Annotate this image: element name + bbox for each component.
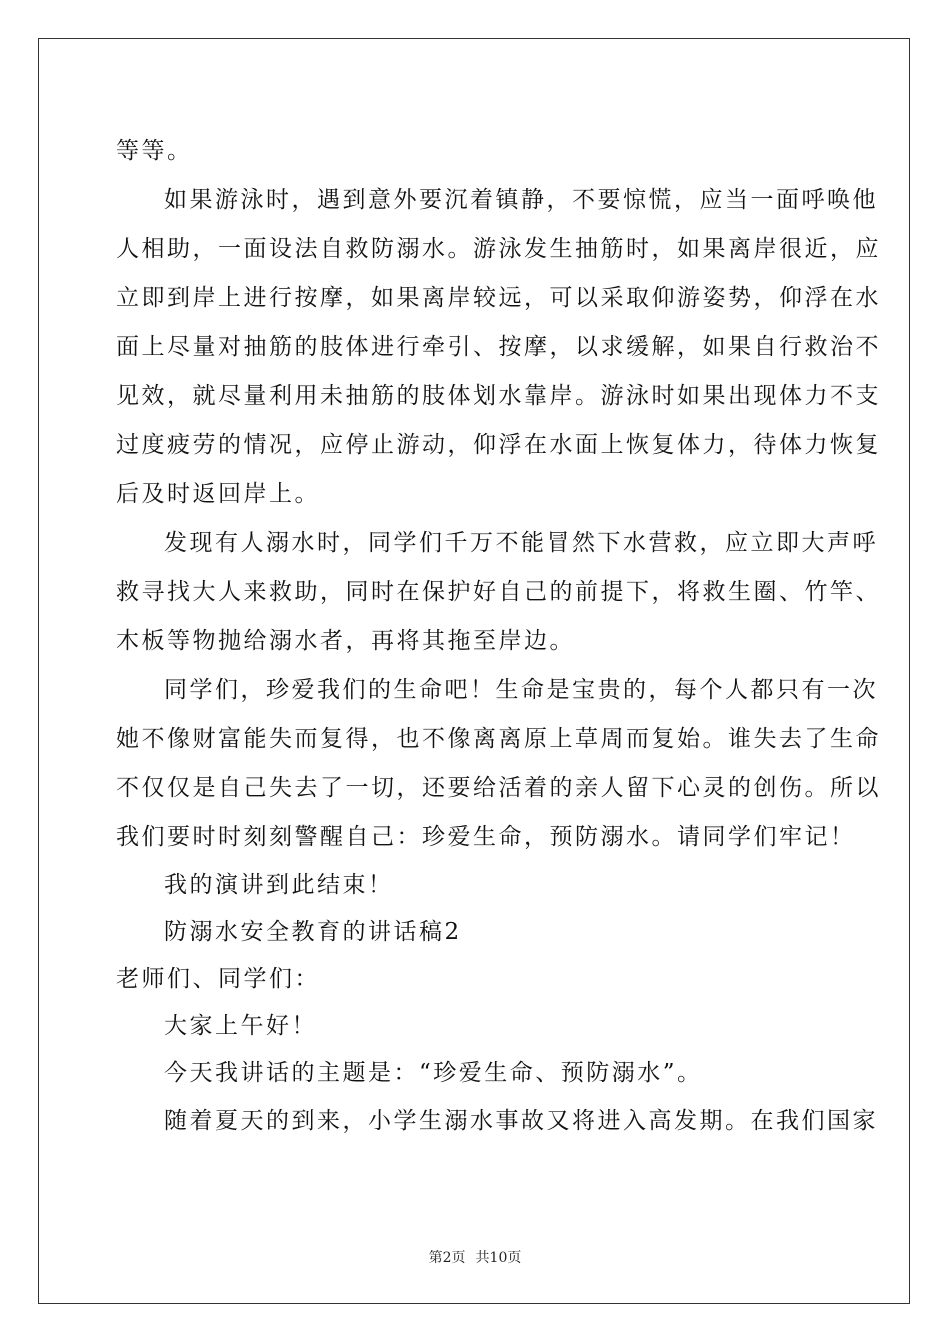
body-line: 随着夏天的到来，小学生溺水事故又将进入高发期。在我们国家 [164, 1108, 878, 1134]
body-line: 今天我讲话的主题是：“珍爱生命、预防溺水”。 [164, 1060, 703, 1086]
body-line: 见效，就尽量利用未抽筋的肢体划水靠岸。游泳时如果出现体力不支 [116, 383, 881, 409]
document-body [116, 127, 881, 1146]
body-line: 救寻找大人来救助，同时在保护好自己的前提下，将救生圈、竹竿、 [116, 579, 881, 605]
page-number: 第2页 [428, 1250, 466, 1266]
greeting: 大家上午好！ [164, 1013, 317, 1039]
page-footer [0, 1250, 950, 1266]
body-line: 发现有人溺水时，同学们千万不能冒然下水营救，应立即大声呼 [164, 530, 878, 556]
body-line: 等等。 [116, 138, 193, 164]
body-line: 不仅仅是自己失去了一切，还要给活着的亲人留下心灵的创伤。所以 [116, 775, 881, 801]
body-line: 如果游泳时，遇到意外要沉着镇静，不要惊慌，应当一面呼唤他 [164, 187, 878, 213]
body-line: 后及时返回岸上。 [116, 481, 320, 507]
body-line: 她不像财富能失而复得，也不像离离原上草周而复始。谁失去了生命 [116, 726, 881, 752]
total-pages: 共10页 [475, 1250, 522, 1266]
body-line: 面上尽量对抽筋的肢体进行牵引、按摩，以求缓解，如果自行救治不 [116, 334, 881, 360]
body-line: 同学们，珍爱我们的生命吧！生命是宝贵的，每个人都只有一次 [164, 677, 878, 703]
body-line: 我们要时时刻刻警醒自己：珍爱生命，预防溺水。请同学们牢记！ [116, 824, 856, 850]
body-line: 立即到岸上进行按摩，如果离岸较远，可以采取仰游姿势，仰浮在水 [116, 285, 881, 311]
body-line: 人相助，一面设法自救防溺水。游泳发生抽筋时，如果离岸很近，应 [116, 236, 881, 262]
body-line: 木板等物抛给溺水者，再将其拖至岸边。 [116, 628, 575, 654]
section-heading: 防溺水安全教育的讲话稿2 [164, 919, 462, 945]
body-line: 过度疲劳的情况，应停止游动，仰浮在水面上恢复体力，待体力恢复 [116, 432, 881, 458]
body-line: 我的演讲到此结束！ [164, 872, 394, 898]
salutation: 老师们、同学们： [116, 966, 320, 992]
